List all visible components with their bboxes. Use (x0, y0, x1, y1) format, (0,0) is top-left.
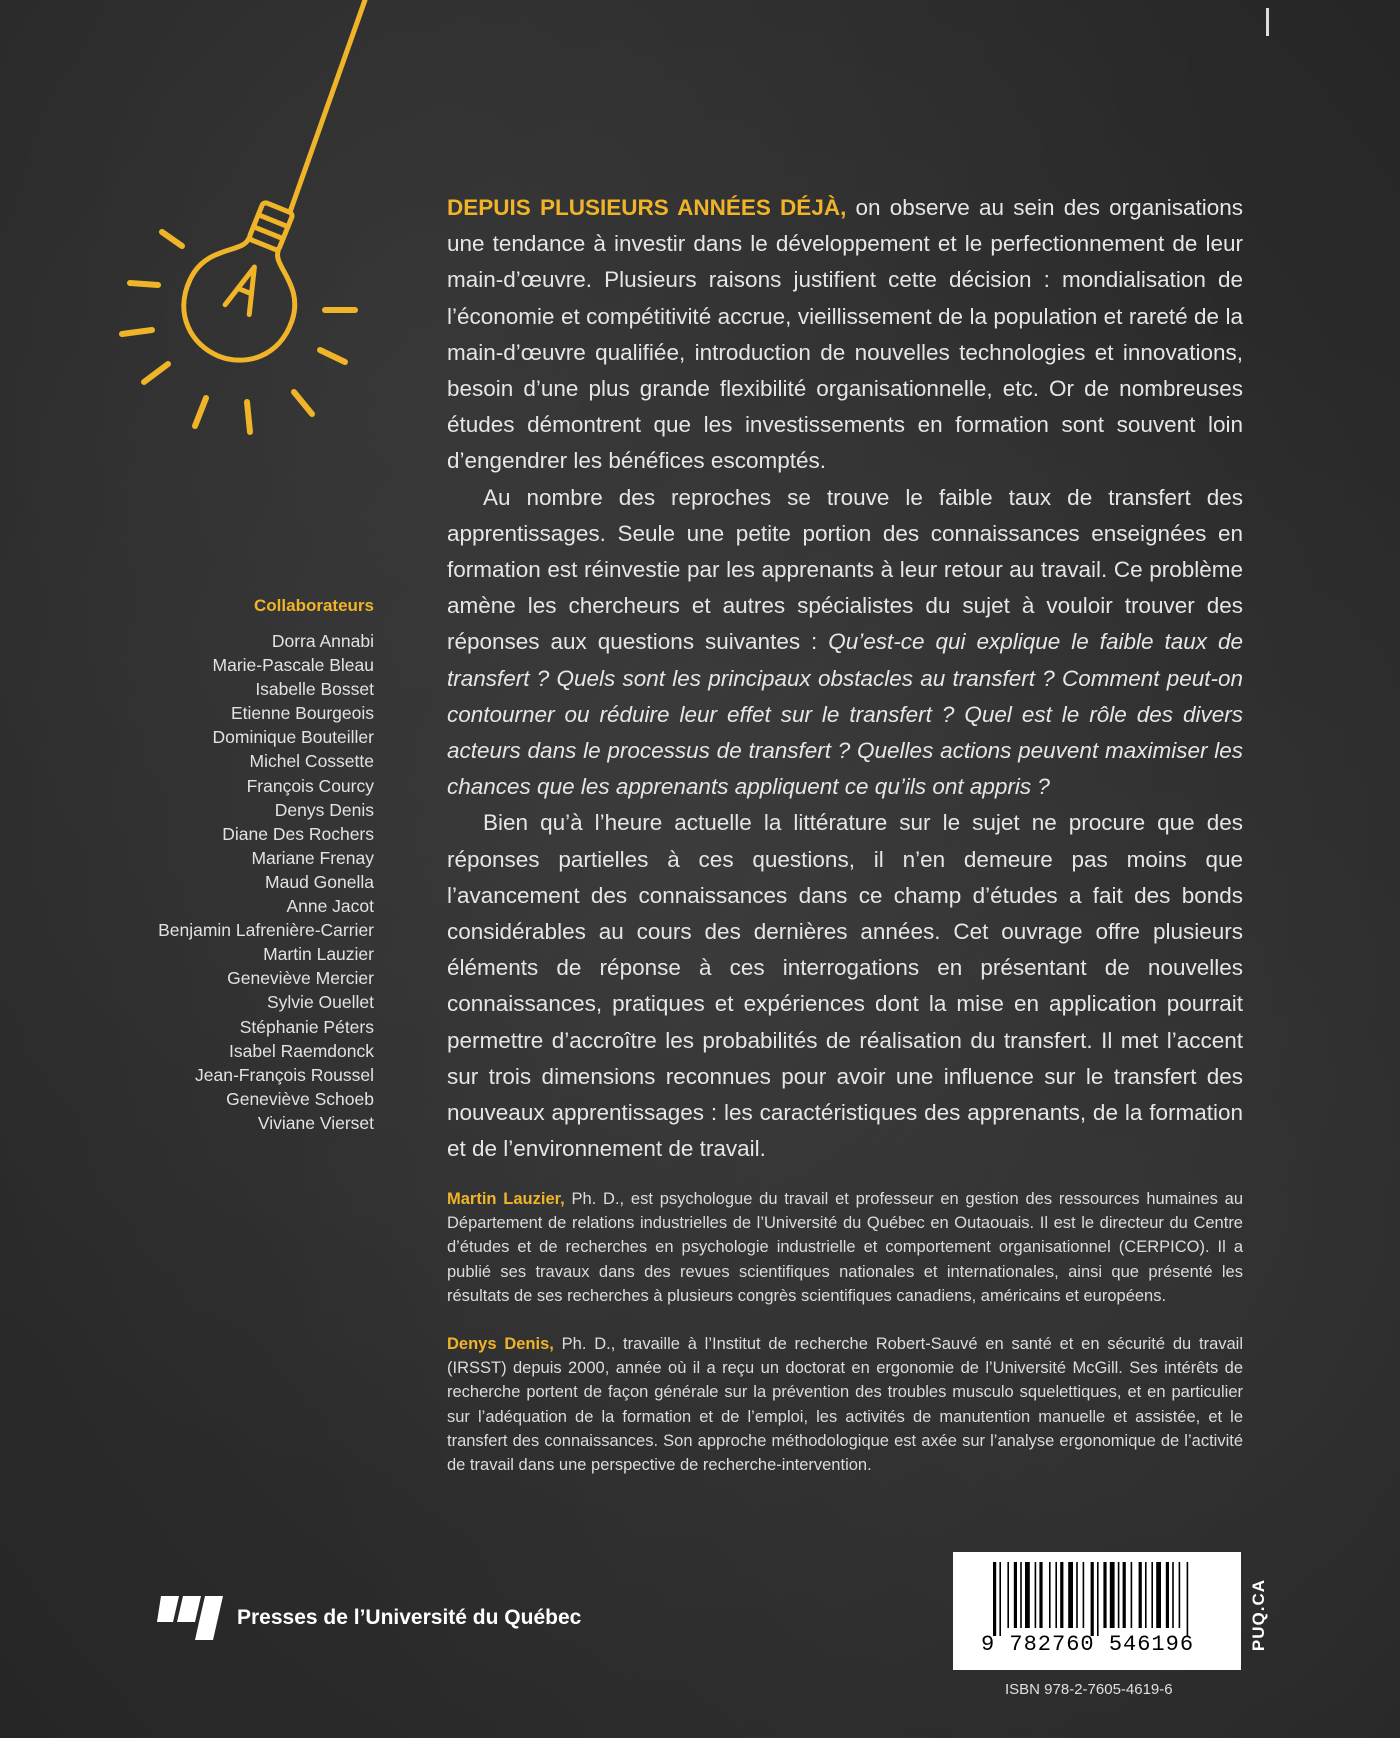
collaborators-title: Collaborateurs (254, 596, 374, 615)
author-bio-text: Ph. D., est psychologue du travail et professeur en gestion des ressources humaines au Département de relations industrielles de l’Université du Québec en Outaouais. Il est le directeur du Centre d’études et de recherches en psychologie industrielle et comportement organisationnel (CERPICO). Il a publié ses travaux dans des revues scientifiques nationales et internationales, ainsi que présenté les résultats de ses recherches à plusieurs congrès scientifiques canadiens, américains et européens. (447, 1190, 1244, 1305)
collaborator-name: Isabelle Bosset (255, 679, 374, 700)
collaborator-name: Maud Gonella (265, 871, 374, 892)
barcode-number: 9 782760 546196 (981, 1632, 1195, 1657)
collaborator-name: Mariane Frenay (251, 847, 374, 868)
barcode-bar (1156, 1562, 1161, 1628)
collaborator-name: Etienne Bourgeois (230, 703, 374, 724)
description-text-3: Bien qu’à l’heure actuelle la littérature sur le sujet ne procure que des réponses partielles à ces questions, il n’en demeure pas moins que l’avancement des connaissances dans ce champ d’études a fait des bonds considérables au cours des dernières années. Cet ouvrage offre plusieurs éléments de réponse à ces interrogations en présentant de nouvelles connaissances, pratiques et expériences dont la mise en application pourrait permettre d’accroître les probabilités de réalisation du transfert. Il met l’accent sur trois dimensions reconnues pour avoir une influence sur le transfert des nouveaux apprentissages : les caractéristiques des apprenants, de la formation et de l’environnement de travail. (447, 810, 1243, 1162)
barcode-bar (993, 1562, 996, 1636)
barcode-bar (1083, 1562, 1085, 1628)
barcode-bar (1091, 1562, 1094, 1636)
barcode-bar (1060, 1562, 1063, 1628)
book-description (447, 190, 1243, 1167)
author-name: Martin Lauzier, (447, 1190, 565, 1208)
collaborator-name: Viviane Vierset (257, 1112, 374, 1133)
description-text-2: Au nombre des reproches se trouve le faible taux de transfert des apprentissages. Seule une petite portion des connaissances enseignées en formation est réinvestie par les apprenants à leur retour au travail. Ce problème amène les chercheurs et autres spécialistes du sujet à vouloir trouver des réponses aux questions suivantes : (447, 484, 1243, 655)
author-bios (447, 1187, 1243, 1477)
collaborators-section (74, 596, 374, 1135)
website-label (1246, 1560, 1272, 1670)
collaborator-name: Benjamin Lafrenière-Carrier (158, 920, 374, 941)
barcode (953, 1552, 1241, 1670)
collaborator-name: Anne Jacot (286, 896, 374, 917)
collaborator-name: Denys Denis (274, 799, 374, 820)
publisher-logo-icon (157, 1594, 227, 1642)
barcode-bar (1020, 1562, 1022, 1628)
author-name: Denys Denis, (447, 1335, 554, 1354)
barcode-bar (1055, 1562, 1057, 1628)
description-paragraph-2 (447, 480, 1243, 806)
crop-mark (1266, 8, 1269, 36)
collaborator-name: Martin Lauzier (263, 944, 374, 965)
barcode-bar (1076, 1562, 1078, 1628)
barcode-bar (1123, 1562, 1126, 1628)
barcode-bar (1118, 1562, 1120, 1628)
barcode-bar (1139, 1562, 1142, 1628)
barcode-bar (1145, 1562, 1147, 1628)
collaborator-name: Jean-François Roussel (195, 1064, 374, 1085)
collaborator-name: Michel Cossette (249, 751, 374, 772)
description-paragraph-3 (447, 805, 1243, 1167)
collaborator-name: Isabel Raemdonck (229, 1040, 374, 1061)
description-paragraph-1 (447, 190, 1243, 480)
isbn: ISBN 978-2-7605-4619-6 (1005, 1681, 1173, 1698)
collaborator-name: Geneviève Mercier (227, 968, 374, 989)
barcode-bar (1014, 1562, 1017, 1628)
barcode-bar (1039, 1562, 1042, 1628)
collaborator-name: Diane Des Rochers (222, 823, 374, 844)
website-text: PUQ.CA (1249, 1578, 1268, 1652)
barcode-bar (1187, 1562, 1189, 1636)
barcode-bar (1166, 1562, 1169, 1628)
collaborators-list (74, 629, 374, 1135)
author-bio-text: Ph. D., travaille à l’Institut de recherche Robert-Sauvé en santé et en sécurité du travail (IRSST) depuis 2000, année où il a reçu un doctorat en ergonomie de l’Université McGill. Ses intérêts de recherche portent de façon générale sur la prévention des troubles musculo squelettiques, et en particulier sur l’adéquation de la formation et de l’emploi, les activités de manutention manuelle et assistée, et le transfert des connaissances. Son approche méthodologique est axée sur l’analyse ergonomique de l’activité de travail dans une perspective de recherche-intervention. (447, 1335, 1244, 1475)
collaborator-name: Dorra Annabi (271, 631, 374, 651)
light-bulb-icon (100, 0, 420, 440)
collaborator-name: Stéphanie Péters (239, 1016, 374, 1037)
barcode-bar (1049, 1562, 1051, 1628)
barcode-bar (1172, 1562, 1174, 1628)
barcode-bar (1025, 1562, 1030, 1628)
description-questions: Qu’est-ce qui explique le faible taux de transfert ? Quels sont les principaux obstacles au transfert ? Comment peut-on contourner ou réduire leur effet sur le transfert ? Quel est le rôle des divers acteurs dans le processus de transfert ? Quelles actions peuvent maximiser les chances que les apprenants appliquent ce qu’ils ont appris ? (447, 629, 1243, 800)
barcode-bar (1035, 1562, 1037, 1628)
collaborator-name: Dominique Bouteiller (212, 727, 374, 748)
publisher-block (157, 1594, 581, 1642)
barcode-bar (1068, 1562, 1073, 1628)
barcode-bar (1007, 1562, 1009, 1628)
barcode-bar (1131, 1562, 1133, 1628)
barcode-bar (1103, 1562, 1106, 1628)
collaborator-name: Marie-Pascale Bleau (212, 655, 374, 676)
collaborator-name: François Courcy (246, 775, 374, 796)
collaborator-name: Geneviève Schoeb (226, 1088, 374, 1109)
collaborator-name: Sylvie Ouellet (267, 992, 374, 1013)
publisher-name: Presses de l’Université du Québec (237, 1606, 582, 1629)
barcode-bar (1097, 1562, 1099, 1636)
barcode-bar (1151, 1562, 1153, 1628)
author-bio (447, 1187, 1243, 1308)
lead-phrase: DEPUIS PLUSIEURS ANNÉES DÉJÀ, (447, 195, 847, 220)
barcode-bar (1110, 1562, 1115, 1628)
barcode-bar (1179, 1562, 1181, 1628)
description-text-1: on observe au sein des organisations une tendance à investir dans le développement et le perfectionnement de leur main-d’œuvre. Plusieurs raisons justifient cette décision : mondialisation de l’économie et compétitivité accrue, vieillissement de la population et rareté de la main-d’œuvre qualifiée, introduction de nouvelles technologies et innovations, besoin d’une plus grande flexibilité organisationnelle, etc. Or de nombreuses études démontrent que les investissements en formation sont souvent loin d’engendrer les bénéfices escomptés. (447, 195, 1244, 474)
barcode-bar (999, 1562, 1001, 1636)
author-bio (447, 1332, 1243, 1477)
